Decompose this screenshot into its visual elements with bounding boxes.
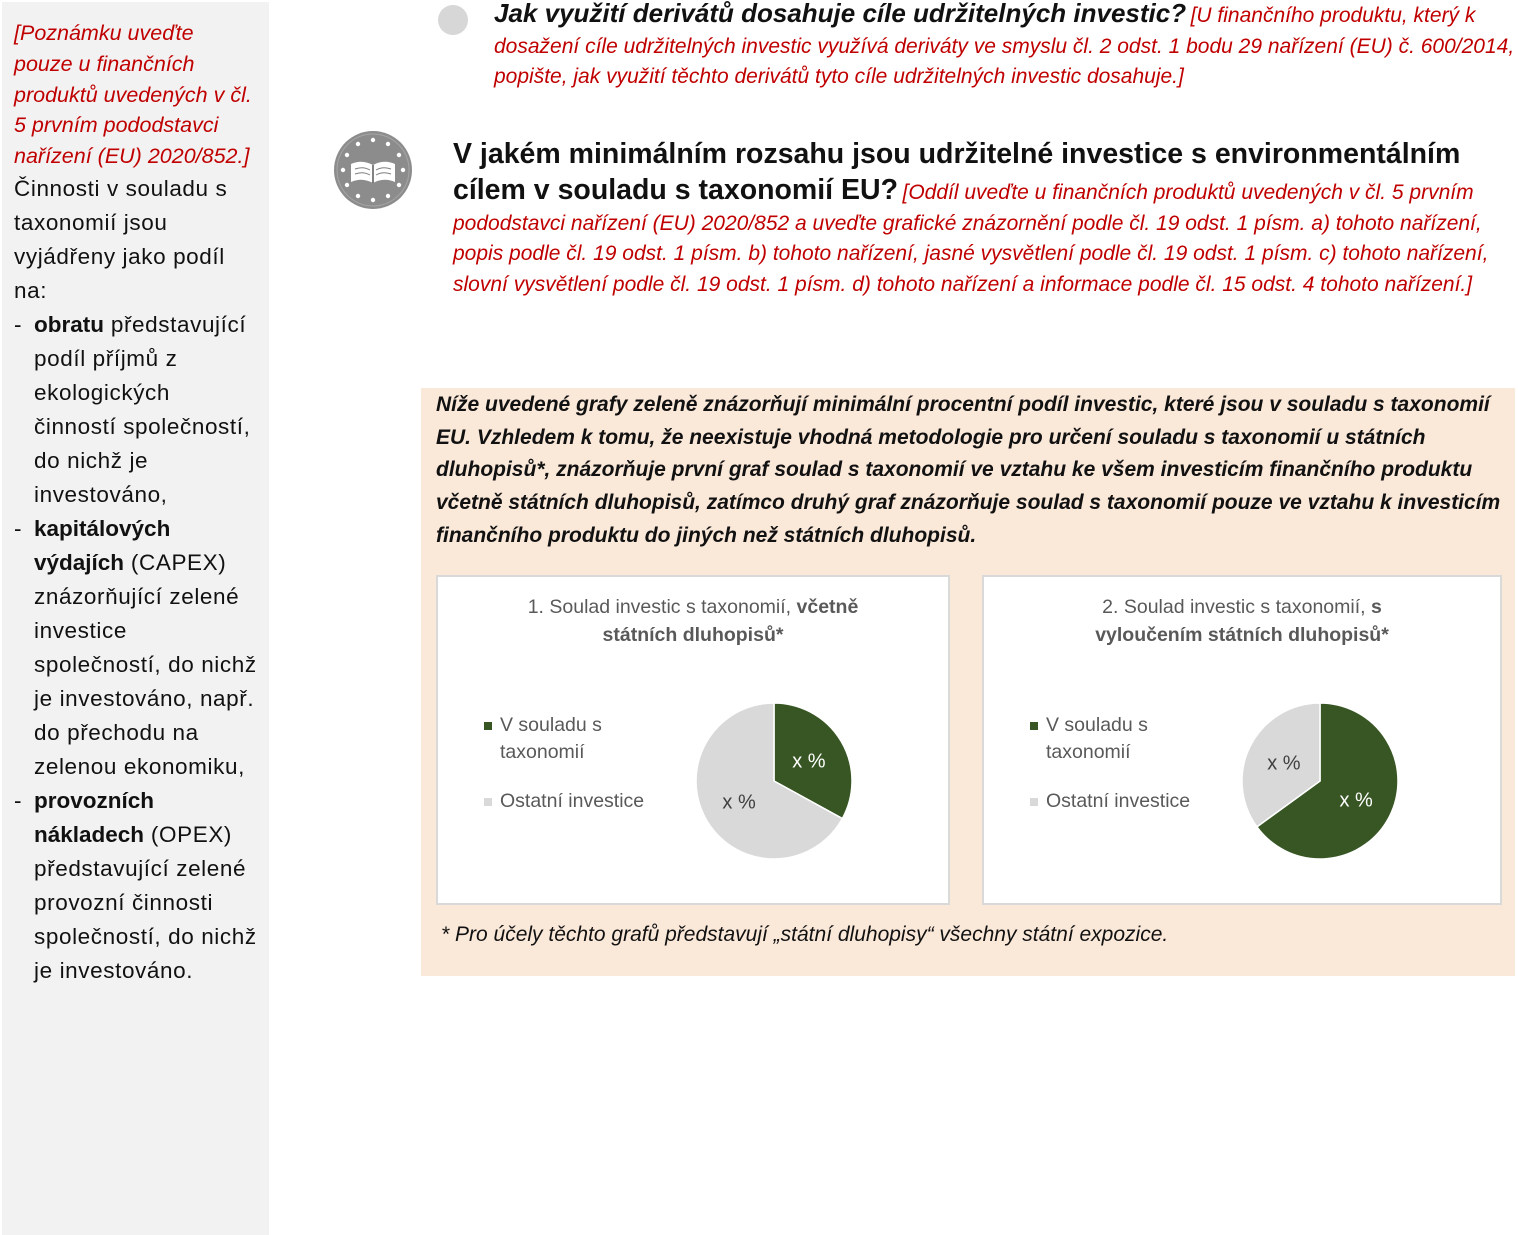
pie-data-label: x % bbox=[792, 750, 826, 773]
legend-label: Ostatní investice bbox=[500, 790, 645, 812]
legend-item-other bbox=[1030, 788, 1230, 815]
legend-label: Ostatní investice bbox=[1046, 790, 1191, 812]
list-item bbox=[14, 308, 257, 512]
legend-swatch bbox=[484, 722, 492, 730]
sidebar-list bbox=[14, 308, 257, 988]
eu-book-icon bbox=[333, 130, 413, 210]
legend-swatch bbox=[1030, 798, 1038, 806]
instruction-note: [Oddíl uveďte u finančních produktů uvedených v čl. 5 prvním pododstavci nařízení (EU) 2020/852 a uveďte grafické znázornění podle čl. 19 odst. 1 písm. a) tohoto nařízení, popis podle čl. 19 odst. 1 písm. b) tohoto nařízení, jasné vysvětlení podle čl. 19 odst. 1 písm. c) tohoto nařízení, slovní vysvětlení podle čl. 19 odst. 1 písm. d) tohoto nařízení a informace podle čl. 15 odst. 4 tohoto nařízení.] bbox=[453, 181, 1489, 296]
pie-chart bbox=[694, 701, 854, 861]
sidebar-instruction-note: [Poznámku uveďte pouze u finančních produktů uvedených v čl. 5 prvním pododstavci nařízení (EU) 2020/852.] bbox=[14, 21, 252, 169]
pie-data-label: x % bbox=[1339, 789, 1373, 812]
legend-swatch bbox=[1030, 722, 1038, 730]
legend-item-aligned bbox=[484, 712, 684, 766]
instruction-note: [U finančního produktu, který k dosažení cíle udržitelných investic využívá deriváty ve smyslu čl. 2 odst. 1 bodu 29 nařízení (EU) č. 600/2014, popište, jak využití těchto derivátů tyto cíle udržitelných investic dosahuje.] bbox=[494, 4, 1515, 88]
chart-title bbox=[438, 593, 948, 649]
list-item-text: (CAPEX) znázorňující zelené investice společností, do nichž je investováno, např. do přechodu na zelenou ekonomiku, bbox=[34, 549, 257, 779]
list-item bbox=[14, 512, 257, 784]
taxonomy-chart-box bbox=[421, 388, 1515, 976]
chart-title-plain: 1. Soulad investic s taxonomií, bbox=[527, 596, 797, 618]
legend-label: V souladu s taxonomií bbox=[500, 714, 602, 763]
list-item-text: představující podíl příjmů z ekologických činností společností, do nichž je investováno, bbox=[34, 311, 251, 507]
chart-legend bbox=[484, 712, 684, 837]
list-item bbox=[14, 784, 257, 988]
legend-item-other bbox=[484, 788, 684, 815]
chart-legend bbox=[1030, 712, 1230, 837]
list-dash: - bbox=[14, 311, 23, 337]
legend-label: V souladu s taxonomií bbox=[1046, 714, 1148, 763]
list-item-term: kapitálových výdajích bbox=[34, 515, 171, 575]
list-dash: - bbox=[14, 515, 23, 541]
sidebar-intro: Činnosti v souladu s taxonomií jsou vyjádřeny jako podíl na: bbox=[14, 175, 228, 303]
list-item-text: (OPEX) představující zelené provozní činnosti společností, do nichž je investováno. bbox=[34, 821, 257, 983]
chart-title-bold: včetně státních dluhopisů* bbox=[602, 596, 859, 646]
pie-chart bbox=[1240, 701, 1400, 861]
question-title: V jakém minimálním rozsahu jsou udržitelné investice s environmentálním cílem v souladu s taxonomií EU? bbox=[453, 138, 1461, 206]
pie-data-label: x % bbox=[722, 791, 756, 814]
chart-title-plain: 2. Soulad investic s taxonomií, bbox=[1102, 596, 1371, 618]
question-taxonomy-extent bbox=[453, 136, 1517, 300]
chart-card-including-bonds bbox=[436, 575, 950, 905]
list-item-term: obratu bbox=[34, 311, 104, 337]
charts-intro-text: Níže uvedené grafy zeleně znázorňují minimální procentní podíl investic, které jsou v souladu s taxonomií EU. Vzhledem k tomu, že neexistuje vhodná metodologie pro určení souladu s taxonomií u státních dluhopisů*, znázorňuje první graf soulad s taxonomií ve vztahu ke všem investicím finančního produktu včetně státních dluhopisů, zatímco druhý graf znázorňuje soulad s taxonomií pouze ve vztahu k investicím finančního produktu do jiných než státních dluhopisů. bbox=[436, 393, 1501, 547]
question-derivatives bbox=[494, 0, 1518, 93]
sidebar-note-panel bbox=[2, 2, 269, 1235]
charts-footnote: * Pro účely těchto grafů představují „státní dluhopisy“ všechny státní expozice. bbox=[441, 923, 1169, 946]
legend-item-aligned bbox=[1030, 712, 1230, 766]
chart-title-bold: s vyloučením státních dluhopisů* bbox=[1095, 596, 1389, 646]
chart-title bbox=[984, 593, 1500, 649]
bullet-circle-icon bbox=[438, 5, 468, 35]
list-item-term: provozních nákladech bbox=[34, 787, 155, 847]
question-title: Jak využití derivátů dosahuje cíle udržitelných investic? bbox=[494, 0, 1187, 28]
pie-data-label: x % bbox=[1267, 752, 1301, 775]
legend-swatch bbox=[484, 798, 492, 806]
chart-card-excluding-bonds bbox=[982, 575, 1502, 905]
list-dash: - bbox=[14, 787, 23, 813]
